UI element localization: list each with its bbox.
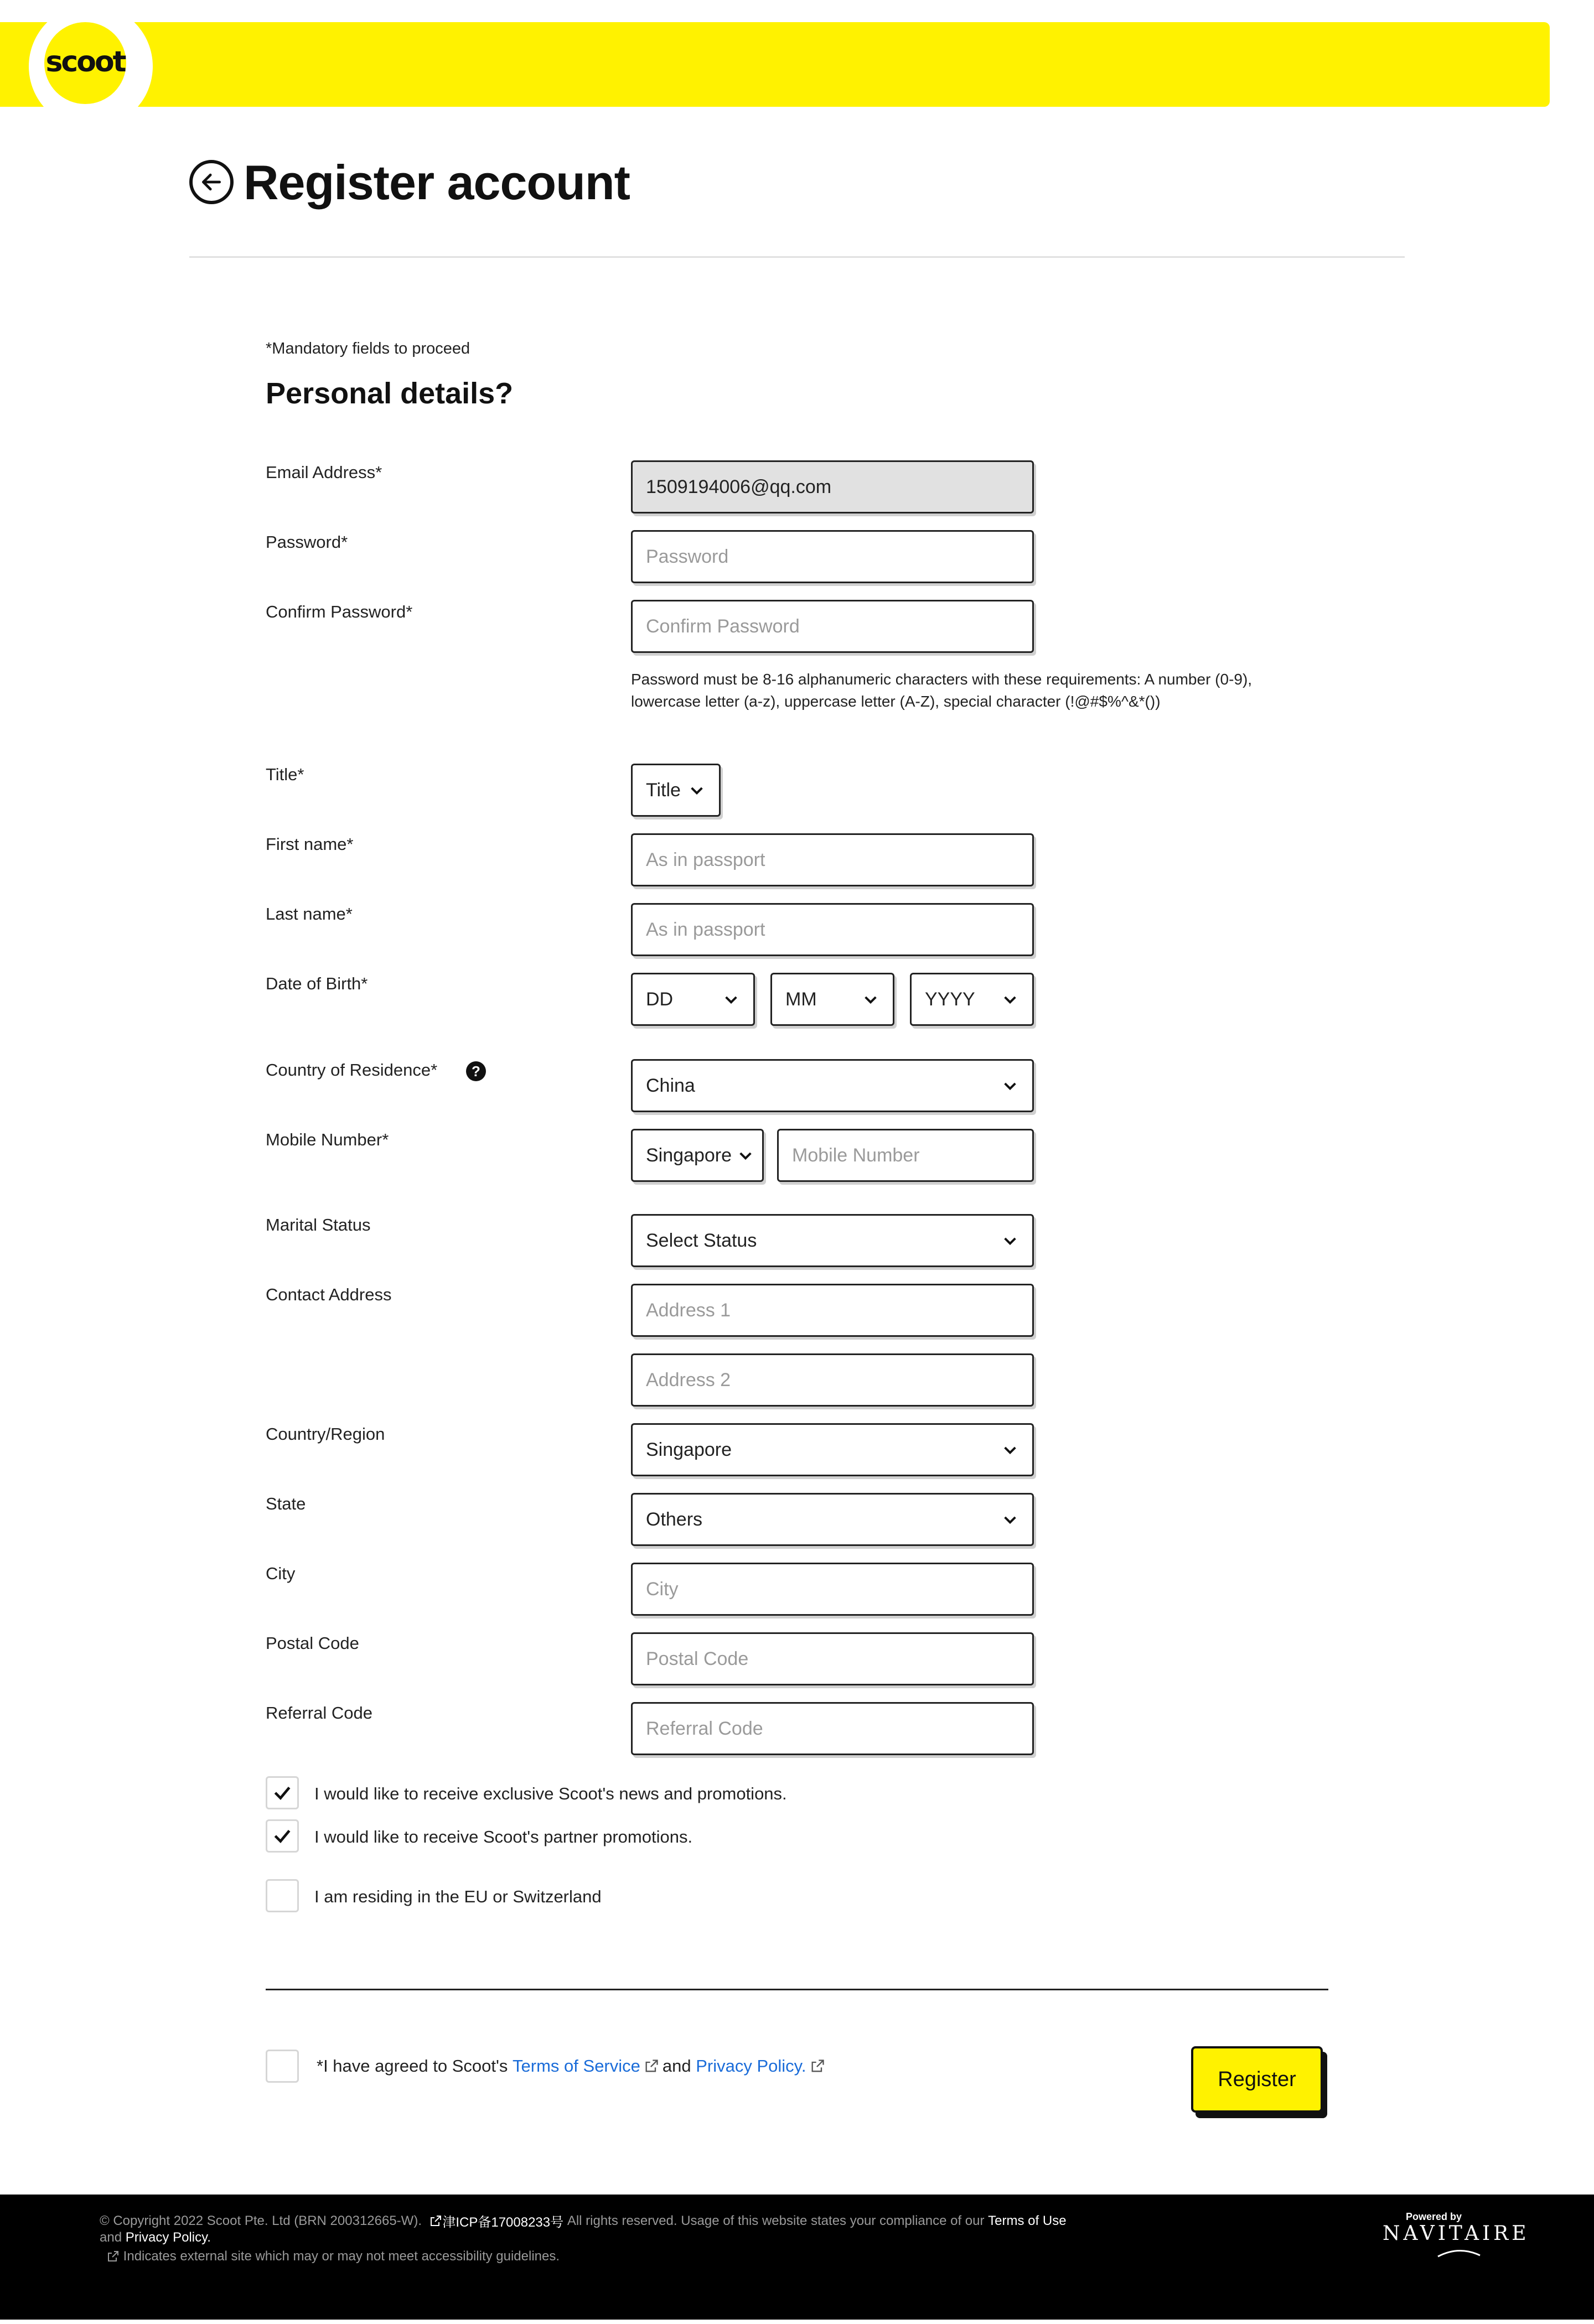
terms-of-service-link[interactable]: Terms of Service xyxy=(513,2056,640,2076)
scoot-logo[interactable] xyxy=(44,22,126,104)
arrow-left-icon xyxy=(199,170,224,194)
footer-terms-of-use-link[interactable]: Terms of Use xyxy=(988,2213,1067,2228)
footer-copyright-line xyxy=(100,2211,1067,2230)
terms-checkbox[interactable] xyxy=(266,2050,299,2083)
section-title: Personal details? xyxy=(266,377,514,410)
eu-checkbox-label: I am residing in the EU or Switzerland xyxy=(314,1887,602,1906)
external-link-icon xyxy=(644,2058,659,2074)
footer xyxy=(0,2195,1594,2320)
mobile-number-field[interactable] xyxy=(777,1129,1034,1182)
country-region-value: Singapore xyxy=(646,1439,732,1460)
back-button[interactable] xyxy=(189,160,234,204)
chevron-down-icon xyxy=(722,990,740,1008)
last-name-field[interactable] xyxy=(631,903,1034,956)
state-label: State xyxy=(266,1494,306,1513)
confirm-password-field[interactable] xyxy=(631,600,1034,653)
footer-external-note-line xyxy=(106,2249,560,2264)
dob-label: Date of Birth* xyxy=(266,974,368,993)
checkmark-icon xyxy=(272,1782,293,1803)
last-name-label: Last name* xyxy=(266,904,353,924)
city-label: City xyxy=(266,1564,296,1583)
country-residence-label: Country of Residence* xyxy=(266,1060,438,1080)
navitaire-swoosh-icon xyxy=(1437,2248,1481,2259)
header-bar xyxy=(0,22,1550,107)
footer-icp-link[interactable]: 津ICP备17008233号 xyxy=(442,2215,564,2230)
terms-text xyxy=(317,2056,829,2076)
chevron-down-icon xyxy=(1001,1232,1019,1249)
page-title: Register account xyxy=(244,155,630,210)
country-residence-select[interactable] xyxy=(631,1059,1034,1112)
contact-address-label: Contact Address xyxy=(266,1285,392,1304)
address-2-field[interactable] xyxy=(631,1353,1034,1407)
eu-checkbox[interactable] xyxy=(266,1879,299,1912)
chevron-down-icon xyxy=(737,1147,754,1164)
confirm-password-label: Confirm Password* xyxy=(266,602,413,621)
footer-external-note: Indicates external site which may or may not meet accessibility guidelines. xyxy=(123,2249,560,2264)
city-field[interactable] xyxy=(631,1563,1034,1616)
first-name-label: First name* xyxy=(266,834,354,854)
country-residence-value: China xyxy=(646,1075,695,1096)
postal-code-label: Postal Code xyxy=(266,1633,359,1653)
title-divider xyxy=(189,256,1405,258)
chevron-down-icon xyxy=(862,990,879,1008)
mobile-country-code-value: Singapore xyxy=(646,1144,732,1166)
state-select[interactable] xyxy=(631,1493,1034,1546)
news-checkbox[interactable] xyxy=(266,1776,299,1809)
referral-code-field[interactable] xyxy=(631,1702,1034,1755)
mobile-country-code-select[interactable] xyxy=(631,1129,764,1182)
powered-by-label: Powered by xyxy=(1406,2211,1462,2222)
dob-month-select[interactable] xyxy=(770,973,894,1026)
country-region-select[interactable] xyxy=(631,1423,1034,1476)
navitaire-logo: NAVITAIRE xyxy=(1383,2222,1530,2245)
privacy-policy-link[interactable]: Privacy Policy. xyxy=(696,2056,806,2076)
chevron-down-icon xyxy=(1001,990,1019,1008)
chevron-down-icon xyxy=(1001,1441,1019,1459)
mandatory-note: *Mandatory fields to proceed xyxy=(266,340,470,357)
password-label: Password* xyxy=(266,532,348,552)
logo-text: scoot xyxy=(45,45,125,79)
first-name-field[interactable] xyxy=(631,833,1034,886)
footer-rights: All rights reserved. Usage of this website states your compliance of our xyxy=(567,2213,985,2228)
marital-status-value: Select Status xyxy=(646,1230,757,1251)
help-icon[interactable]: ? xyxy=(466,1061,486,1081)
country-region-label: Country/Region xyxy=(266,1424,385,1444)
marital-status-label: Marital Status xyxy=(266,1215,371,1234)
dob-day-value: DD xyxy=(646,988,674,1010)
terms-and: and xyxy=(662,2056,691,2076)
form-divider xyxy=(266,1989,1328,1990)
mobile-label: Mobile Number* xyxy=(266,1130,389,1149)
external-link-icon xyxy=(810,2058,825,2074)
email-field[interactable] xyxy=(631,460,1034,513)
referral-code-label: Referral Code xyxy=(266,1703,372,1723)
chevron-down-icon xyxy=(688,781,706,799)
news-checkbox-label: I would like to receive exclusive Scoot's news and promotions. xyxy=(314,1784,787,1803)
address-1-field[interactable] xyxy=(631,1284,1034,1337)
partner-checkbox-label: I would like to receive Scoot's partner promotions. xyxy=(314,1827,693,1846)
terms-prefix: *I have agreed to Scoot's xyxy=(317,2056,508,2076)
postal-code-field[interactable] xyxy=(631,1632,1034,1685)
external-link-icon xyxy=(429,2214,442,2228)
footer-privacy-line xyxy=(100,2230,211,2245)
dob-year-select[interactable] xyxy=(910,973,1034,1026)
partner-checkbox[interactable] xyxy=(266,1819,299,1853)
footer-privacy-policy-link[interactable]: Privacy Policy. xyxy=(125,2230,211,2245)
dob-year-value: YYYY xyxy=(925,988,975,1010)
password-field[interactable] xyxy=(631,530,1034,583)
register-button[interactable]: Register xyxy=(1191,2046,1323,2113)
footer-and: and xyxy=(100,2230,122,2245)
external-link-icon xyxy=(106,2250,120,2263)
password-hint-line-2: lowercase letter (a-z), uppercase letter (A-Z), special character (!@#$%^&*()) xyxy=(631,693,1161,710)
dob-month-value: MM xyxy=(785,988,817,1010)
checkmark-icon xyxy=(272,1825,293,1846)
marital-status-select[interactable] xyxy=(631,1214,1034,1267)
password-hint xyxy=(631,668,1350,713)
title-select[interactable] xyxy=(631,764,721,817)
password-hint-line-1: Password must be 8-16 alphanumeric characters with these requirements: A number (0-9), xyxy=(631,671,1253,688)
footer-copyright: © Copyright 2022 Scoot Pte. Ltd (BRN 200312665-W). xyxy=(100,2213,422,2228)
title-select-value: Title xyxy=(646,779,681,801)
chevron-down-icon xyxy=(1001,1511,1019,1528)
title-label: Title* xyxy=(266,765,304,784)
state-value: Others xyxy=(646,1508,703,1530)
email-label: Email Address* xyxy=(266,463,382,482)
dob-day-select[interactable] xyxy=(631,973,755,1026)
chevron-down-icon xyxy=(1001,1077,1019,1094)
